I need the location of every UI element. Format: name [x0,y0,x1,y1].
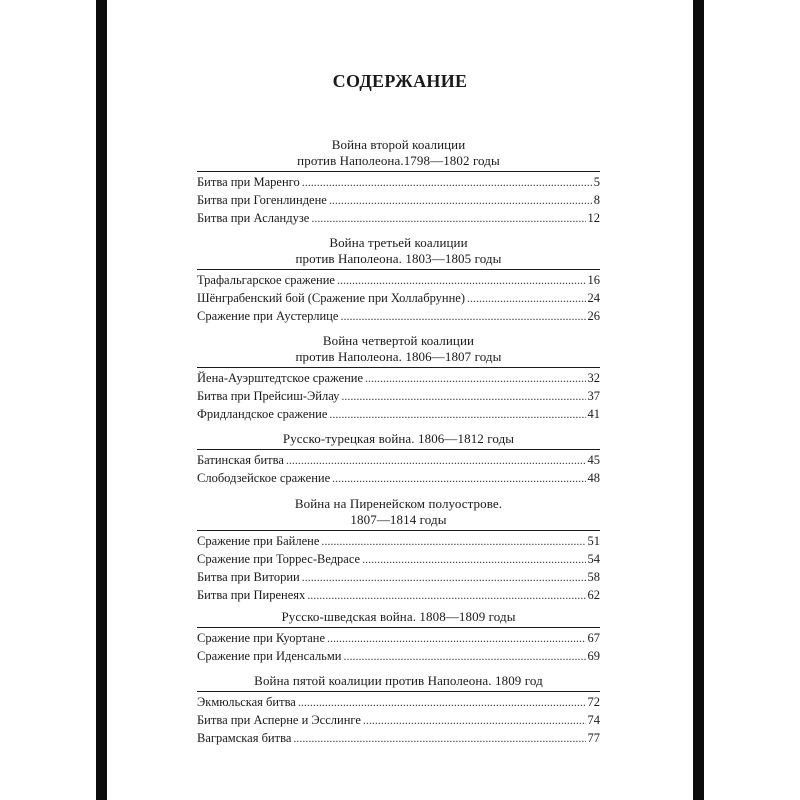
toc-entry-page: 62 [587,588,600,602]
dot-leader [321,532,585,550]
section-heading-line: 1807—1814 годы [350,512,447,527]
dot-leader [327,629,585,647]
dot-leader [302,173,592,191]
dot-leader [293,729,585,747]
toc-entry-page: 26 [587,309,600,323]
dot-leader [363,711,586,729]
toc-section [197,333,600,423]
toc-entry-label: Сражение при Байлене [197,534,320,548]
toc-entry[interactable] [197,405,600,423]
book-page [107,0,693,800]
dot-leader [337,271,586,289]
toc-entry-page: 67 [587,631,600,645]
toc-entry-page: 5 [593,175,600,189]
toc-entry[interactable] [197,729,600,747]
toc-section [197,235,600,325]
section-rule [197,530,600,531]
toc-entry[interactable] [197,711,600,729]
dot-leader [298,693,586,711]
toc-entry[interactable] [197,173,600,191]
dot-leader [307,586,585,604]
toc-entry[interactable] [197,271,600,289]
page-edge-left [96,0,107,800]
section-heading [197,496,600,528]
toc-entry[interactable] [197,307,600,325]
toc-entry-label: Битва при Гогенлиндене [197,193,327,207]
toc-entry[interactable] [197,586,600,604]
toc-entry-label: Экмюльская битва [197,695,296,709]
section-heading-line: Русско-шведская война. 1808—1809 годы [281,609,516,624]
toc-entry-page: 54 [587,552,600,566]
section-rule [197,269,600,270]
toc-entry-page: 32 [587,371,600,385]
dot-leader [343,647,585,665]
page-title: СОДЕРЖАНИЕ [332,71,468,91]
toc-entry-label: Битва при Маренго [197,175,300,189]
toc-section [197,673,600,747]
toc-entry-label: Битва при Асландузе [197,211,310,225]
section-heading-line: Война на Пиренейском полуострове. [294,496,503,511]
dot-leader [365,369,585,387]
dot-leader [332,469,585,487]
section-heading [197,431,600,447]
toc-entry[interactable] [197,693,600,711]
toc-entry-label: Слободзейское сражение [197,471,331,485]
toc-entry[interactable] [197,647,600,665]
dot-leader [362,550,585,568]
section-heading-line: против Наполеона. 1803—1805 годы [295,251,502,266]
toc-entry-label: Батинская битва [197,453,284,467]
section-heading-line: против Наполеона.1798—1802 годы [297,153,500,168]
section-heading [197,333,600,365]
section-heading-line: Русско-турецкая война. 1806—1812 годы [282,431,515,446]
dot-leader [286,451,586,469]
section-heading-line: Война второй коалиции [331,137,466,152]
toc-entry-page: 72 [587,695,600,709]
toc-entry-page: 8 [593,193,600,207]
toc-section [197,137,600,227]
section-heading [197,235,600,267]
toc-entry-page: 51 [587,534,600,548]
toc-entry[interactable] [197,209,600,227]
toc-section [197,431,600,487]
toc-entry-label: Йена-Ауэрштедтское сражение [197,371,364,385]
toc-entry[interactable] [197,568,600,586]
section-heading-line: Война пятой коалиции против Наполеона. 1809 год [254,673,543,688]
toc-entry-page: 24 [587,291,600,305]
toc-entry[interactable] [197,369,600,387]
toc-entry[interactable] [197,191,600,209]
dot-leader [302,568,586,586]
dot-leader [340,307,585,325]
toc-section [197,496,600,604]
toc-section [197,609,600,665]
toc-entry-label: Битва при Прейсиш-Эйлау [197,389,340,403]
section-heading-line: Война четвертой коалиции [322,333,475,348]
toc-entry-page: 16 [587,273,600,287]
toc-entry-page: 41 [587,407,600,421]
toc-entry-page: 58 [587,570,600,584]
section-rule [197,627,600,628]
toc-entry-label: Сражение при Аустерлице [197,309,339,323]
toc-entry[interactable] [197,532,600,550]
dot-leader [329,191,592,209]
section-rule [197,367,600,368]
section-rule [197,171,600,172]
toc-entry-label: Шёнграбенский бой (Сражение при Холлабрунне) [197,291,466,305]
section-rule [197,449,600,450]
toc-entry-page: 45 [587,453,600,467]
toc-entry[interactable] [197,550,600,568]
toc-entry[interactable] [197,387,600,405]
section-heading [197,609,600,625]
dot-leader [467,289,585,307]
toc-entry-page: 69 [587,649,600,663]
toc-entry-label: Сражение при Куортане [197,631,326,645]
toc-entry-label: Сражение при Торрес-Ведрасе [197,552,361,566]
dot-leader [311,209,585,227]
toc-entry-label: Сражение при Иденсальми [197,649,342,663]
toc-entry-label: Трафальгарское сражение [197,273,335,287]
toc-entry[interactable] [197,629,600,647]
section-heading [197,137,600,169]
toc-entry[interactable] [197,469,600,487]
toc-entry-label: Фридландское сражение [197,407,328,421]
section-rule [197,691,600,692]
toc-entry-page: 48 [587,471,600,485]
toc-entry-label: Битва при Асперне и Эсслинге [197,713,361,727]
toc-entry-page: 74 [587,713,600,727]
section-heading [197,673,600,689]
dot-leader [341,387,585,405]
toc-entry-label: Ваграмская битва [197,731,292,745]
toc-entry-page: 37 [587,389,600,403]
toc-entry-page: 12 [587,211,600,225]
dot-leader [329,405,585,423]
section-heading-line: против Наполеона. 1806—1807 годы [295,349,502,364]
page-edge-right [693,0,704,800]
toc-entry-label: Битва при Пиренеях [197,588,306,602]
section-heading-line: Война третьей коалиции [329,235,468,250]
toc-entry-label: Битва при Витории [197,570,300,584]
toc-entry[interactable] [197,451,600,469]
toc-entry-page: 77 [587,731,600,745]
toc-entry[interactable] [197,289,600,307]
